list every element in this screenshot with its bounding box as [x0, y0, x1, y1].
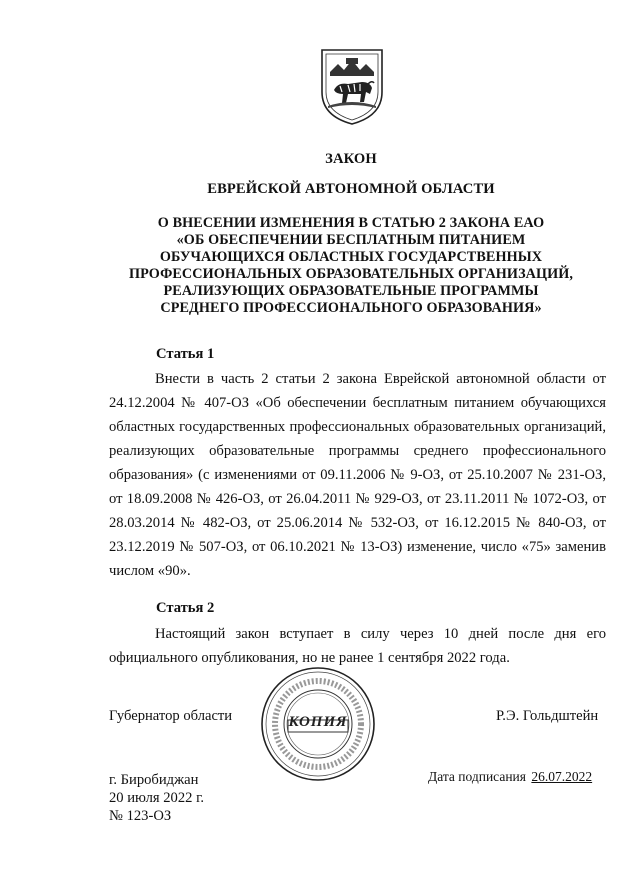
article-1-body: Внести в часть 2 статьи 2 закона Еврейской автономной области от 24.12.2004 № 407-ОЗ «Об обеспечении бесплатным питанием обучающихся областных государственных профессиональных образовательных организаций, реализующих образовательные программы среднего профессионального образования» (с изменениями от 09.11.2006 № 9-ОЗ, от 25.10.2007 № 231-ОЗ, от 18.09.2008 № 426-ОЗ, от 26.04.2011 № 929-ОЗ, от 23.11.2011 № 1072-ОЗ, от 28.03.2014 № 482-ОЗ, от 25.06.2014 № 532-ОЗ, от 16.12.2015 № 840-ОЗ, от 23.12.2019 № 507-ОЗ, от 06.10.2021 № 13-ОЗ) изменение, число «75» заменив числом «90».: [109, 371, 606, 579]
coat-of-arms-icon: [318, 46, 386, 128]
law-type: ЗАКОН: [325, 151, 377, 167]
title-line-2: «ОБ ОБЕСПЕЧЕНИИ БЕСПЛАТНЫМ ПИТАНИЕМ: [176, 232, 526, 248]
title-line-3: ОБУЧАЮЩИХСЯ ОБЛАСТНЫХ ГОСУДАРСТВЕННЫХ: [159, 249, 543, 265]
title-line-6: СРЕДНЕГО ПРОФЕССИОНАЛЬНОГО ОБРАЗОВАНИЯ»: [160, 300, 542, 316]
governor-name: Р.Э. Гольдштейн: [496, 708, 599, 724]
signing-date-block: [428, 768, 592, 786]
region-name: ЕВРЕЙСКОЙ АВТОНОМНОЙ ОБЛАСТИ: [207, 181, 495, 197]
city: г. Биробиджан: [109, 772, 199, 788]
article-1-heading: Статья 1: [156, 346, 215, 362]
title-line-4: ПРОФЕССИОНАЛЬНЫХ ОБРАЗОВАТЕЛЬНЫХ ОРГАНИЗАЦИЙ,: [128, 266, 574, 282]
adoption-date: 20 июля 2022 г.: [109, 790, 205, 806]
law-number: № 123-ОЗ: [109, 808, 172, 824]
article-1-text: [109, 367, 606, 583]
article-2-body: Настоящий закон вступает в силу через 10 дней после дня его официального опубликования, но не ранее 1 сентября 2022 года.: [109, 626, 606, 666]
title-line-1: О ВНЕСЕНИИ ИЗМЕНЕНИЯ В СТАТЬЮ 2 ЗАКОНА ЕАО: [157, 215, 545, 231]
stamp-copy-label: КОПИЯ: [288, 714, 348, 730]
article-2-text: [109, 622, 606, 670]
title-line-5: РЕАЛИЗУЮЩИХ ОБРАЗОВАТЕЛЬНЫЕ ПРОГРАММЫ: [163, 283, 539, 299]
signing-date-value: 26.07.2022: [531, 769, 593, 784]
signing-date-label: Дата подписания: [428, 769, 526, 784]
article-2-heading: Статья 2: [156, 600, 215, 616]
governor-title: Губернатор области: [109, 708, 233, 724]
